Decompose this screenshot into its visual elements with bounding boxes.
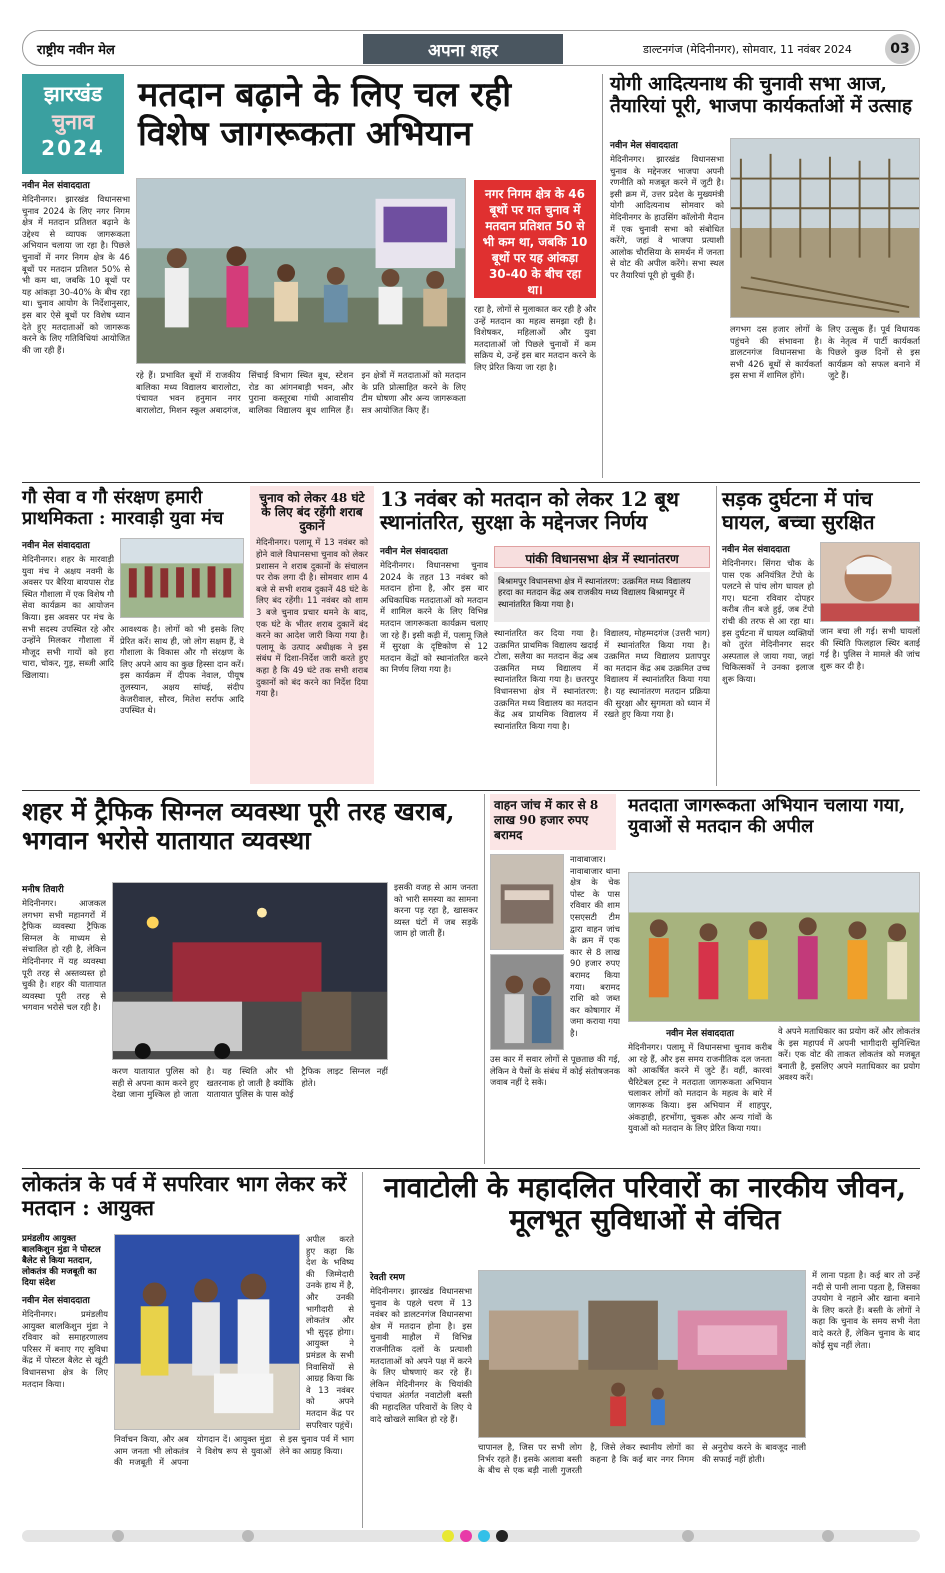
story7-body2: करण यातायात पुलिस को सही से अपना काम करने हुए देखा जाना मुश्किल हो जाता है। यह स्थिति और भी खतरनाक हो जाती है क्योंकि यातायात पुलिस के पास कोई ट्रैफिक लाइट सिग्नल नहीं होते। (112, 1066, 388, 1100)
dateline: डाल्टनगंज (मेदिनीनगर), सोमवार, 11 नवंबर 2024 (643, 43, 852, 56)
story8-headline-box (490, 794, 616, 850)
story6-byline: नवीन मेल संवाददाता (722, 545, 790, 555)
commissioner-voting-photo (115, 1235, 299, 1429)
story6-column1 (722, 542, 814, 784)
voters-meeting-photo (137, 179, 465, 363)
story8-body: नावाबाजार। नावाबाजार थाना क्षेत्र के चेक पोस्ट के पास रविवार की शाम एसएसटी टीम द्वारा वाहन जांच के क्रम में एक कार से 8 लाख 90 हजार रुपए बरामद किया गया। बरामद राशि को जब्त कर कोषागार में जमा कराया गया है। (570, 854, 620, 1038)
page-number: 03 (885, 34, 915, 64)
story9-body2: वे अपने मताधिकार का प्रयोग करें और लोकतंत्र के इस महापर्व में अपनी भागीदारी सुनिश्चित करें। एक वोट की ताकत लोकतंत्र को मजबूत बनाती है, इसलिए अपने मताधिकार का प्रयोग अवश्य करें। (778, 1026, 920, 1083)
story5-headline: 13 नवंबर को मतदान को लेकर 12 बूथ स्थानांतरित, सुरक्षा के मद्देनजर निर्णय (380, 487, 679, 534)
story7-byline: मनीष तिवारी (22, 885, 64, 895)
registration-dot-yellow (442, 1530, 454, 1542)
row-divider (22, 482, 920, 483)
story5-body3: विद्यालय, मोहम्मदगंज (उत्तरी भाग) में स्थानांतरित किया गया है। उत्क्रमित मध्य विद्यालय प्रतापपुर का मतदान केंद्र अब उत्क्रमित उच्च विद्यालय में स्थानांतरित किया गया है। यह स्थानांतरण मतदान प्रक्रिया की सुरक्षा और सुगमता को ध्यान में रखते हुए किया गया है। (604, 628, 710, 720)
story1-column1 (22, 178, 130, 478)
story2-byline: नवीन मेल संवाददाता (610, 141, 678, 151)
story7-photo (112, 882, 388, 1060)
story7-body: मेदिनीनगर। आजकल लगभग सभी महानगरों में ट्रैफिक व्यवस्था ट्रैफिक सिग्नल के माध्यम से संचालित हो रही है, लेकिन मेदिनीनगर में यह व्यवस्था पूरी तरह से अस्तव्यस्त हो चुकी है। शहर की यातायात व्यवस्था पूरी तरह से भगवान भरोसे चल रही है। (22, 898, 106, 1013)
story5-body2: स्थानांतरित कर दिया गया है। उत्क्रमित प्राथमिक विद्यालय खदाई टोला, सलैया का मतदान केंद्र अब उत्क्रमित मध्य विद्यालय में स्थानांतरित किया गया है। छतरपुर विधानसभा क्षेत्र में स्थानांतरण: उत्क्रमित मध्य विद्यालय का मतदान केंद्र अब प्राथमिक विद्यालय में स्थानांतरित किया गया है। (494, 628, 598, 731)
story2-headline: योगी आदित्यनाथ की चुनावी सभा आज, तैयारियां पूरी, भाजपा कार्यकर्ताओं में उत्साह (610, 73, 913, 117)
story11-body2: चापानल है, जिस पर सभी लोग निर्भर रहते हैं। इसके अलावा बस्ती के बीच से एक बड़ी नाली गुजरती है, जिसे लेकर स्थानीय लोगों का कहना है कि कई बार नगर निगम से अनुरोध करने के बावजूद नाली की सफाई नहीं होती। (478, 1442, 806, 1476)
story3-byline: नवीन मेल संवाददाता (22, 541, 90, 551)
story2-photo (730, 138, 920, 318)
row-divider (22, 1168, 920, 1169)
story9-headline: मतदाता जागरूकता अभियान चलाया गया, युवाओं से मतदान की अपील (628, 795, 906, 837)
story9-byline: नवीन मेल संवाददाता (666, 1029, 734, 1039)
story5-column1 (380, 544, 488, 784)
story11-body: मेदिनीनगर। झारखंड विधानसभा चुनाव के पहले चरण में 13 नवंबर को डालटनगंज विधानसभा क्षेत्र में मतदान होना है। इस चुनावी माहौल में विभिन्न राजनीतिक दलों के प्रत्याशी मतदाताओं को अपने पक्ष में करने के लिए घोषणाएं कर रहे हैं। लेकिन मेदिनीनगर के चियांकी पंचायत अंतर्गत नवाटोली बस्ती की महादलित परिवारों के लिए ये वादे खोखले साबित हो रहे हैं। (370, 1286, 472, 1424)
story10-subhead: प्रमंडलीय आयुक्त बालकिशुन मुंडा ने पोस्टल बैलेट से किया मतदान, लोकतंत्र की मजबूती का दिया संदेश (22, 1234, 101, 1288)
voter-awareness-women-photo (629, 873, 919, 1021)
column-divider (716, 486, 717, 786)
story7-body3: इसकी वजह से आम जनता को भारी समस्या का सामना करना पड़ रहा है, खासकर व्यस्त घंटों में जब सड़कें जाम हो जाती हैं। (394, 882, 478, 939)
story11-byline: रेवती रमण (370, 1273, 405, 1283)
story11-column1 (370, 1270, 472, 1526)
section-title: अपना शहर (363, 34, 563, 64)
column-divider (484, 794, 485, 1164)
story5-shaded-box: बिश्रामपुर विधानसभा क्षेत्र में स्थानांतरण: उत्क्रमित मध्य विद्यालय हरदा का मतदान केंद्र अब राजकीय मध्य विद्यालय बिश्रामपुर में स्थानांतरित किया गया है। (494, 572, 710, 622)
story10-body: मेदिनीनगर। प्रमंडलीय आयुक्त बालकिशुन मुंडा ने रविवार को समाहरणालय परिसर में बनाए गए सुविधा केंद्र में पोस्टल बैलेट से खूंटी विधानसभा क्षेत्र के लिए मतदान किया। (22, 1309, 108, 1389)
story9-column1 (628, 1026, 772, 1162)
registration-dot (242, 1530, 254, 1542)
story10-photo (114, 1234, 300, 1430)
story1-highlight-box: नगर निगम क्षेत्र के 46 बूथों पर गत चुनाव में मतदान प्रतिशत 50 से भी कम था, जबकि 10 बूथों पर यह आंकड़ा 30-40 के बीच रहा था। (474, 180, 596, 298)
registration-dot-black (496, 1530, 508, 1542)
story10-column1 (22, 1234, 108, 1526)
story8-headline: वाहन जांच में कार से 8 लाख 90 हजार रुपए बरामद (494, 798, 599, 842)
story5-subhead: पांकी विधानसभा क्षेत्र में स्थानांतरण (494, 546, 710, 568)
story3-body: मेदिनीनगर। शहर के मारवाड़ी युवा मंच ने अक्षय नवमी के अवसर पर बैरिया बायपास रोड स्थित गौशाला में एक विशेष गौ सेवा कार्यक्रम का आयोजन किया। इस अवसर पर मंच के सभी सदस्य उपस्थित रहे और उन्होंने मिलकर गौशाला में मौजूद सभी गायों को हरा चारा, चोकर, गुड़, सब्जी आदि खिलाया। (22, 554, 114, 680)
story8-body2: उस कार में सवार लोगों से पूछताछ की गई, लेकिन वे पैसों के संबंध में कोई संतोषजनक जवाब नहीं दे सके। (490, 1054, 620, 1088)
story6-body2: जान बचा ली गई। सभी घायलों की स्थिति फिलहाल स्थिर बताई गई है। पुलिस ने मामले की जांच शुरू कर दी है। (820, 626, 920, 671)
story3-body2: आवश्यक है। लोगों को भी इसके लिए प्रेरित करें। साथ ही, जो लोग सक्षम हैं, वे गौशाला के विकास और गौ संरक्षण के लिए अपने आय का कुछ हिस्सा दान करें। इस कार्यक्रम में दीपक नेवाल, पीयूष तुलस्यान, अक्षय सांघई, संदीप केजरीवाल, सौरव, मितेश सर्राफ आदि उपस्थित थे। (120, 624, 244, 716)
officials-with-cash-photo (491, 955, 563, 1049)
badge-line1: झारखंड (43, 82, 103, 106)
story10-body2: अपील करते हुए कहा कि देश के भविष्य की जिम्मेदारी उनके हाथ में है, और उनकी भागीदारी से लोकतंत्र और भी सुदृढ़ होगा। आयुक्त ने प्रमंडल के सभी निवासियों से आग्रह किया कि वे 13 नवंबर को अपने मतदान केंद्र पर सपरिवार पहुंचें। (306, 1234, 354, 1430)
traffic-street-photo (113, 883, 387, 1059)
rally-ground-bamboo-photo (731, 139, 919, 317)
badge-year: 2024 (41, 136, 105, 160)
registration-dot (682, 1530, 694, 1542)
story1-byline: नवीन मेल संवाददाता (22, 181, 90, 191)
seized-cash-photo (491, 855, 563, 949)
injured-child-photo (821, 543, 919, 621)
story1-body: मेदिनीनगर। झारखंड विधानसभा चुनाव 2024 के लिए नगर निगम क्षेत्र में मतदान प्रतिशत बढ़ाने के उद्देश्य से व्यापक जागरूकता अभियान चलाया जा रहा है। पिछले चुनावों में नगर निगम क्षेत्र के 46 बूथों पर मतदान प्रतिशत 50% से भी कम था, जबकि 10 बूथों पर यह आंकड़ा 30-40% के बीच रहा था। चुनाव आयोग के निर्देशानुसार, इस बार ऐसे बूथों पर विशेष ध्यान देते हुए मतदाताओं को जागरूक करने के लिए गतिविधियां आयोजित की जा रही हैं। (22, 194, 130, 355)
story11-photo (478, 1270, 806, 1438)
story2-body: मेदिनीनगर। झारखंड विधानसभा चुनाव के मद्देनजर भाजपा अपनी रणनीति को मजबूत करने में जुटी है। इसी क्रम में, उत्तर प्रदेश के मुख्यमंत्री योगी आदित्यनाथ सोमवार को मेदिनीनगर के हाउसिंग कॉलोनी मैदान में एक चुनावी सभा को संबोधित करेंगे, जहां वे भाजपा प्रत्याशी आलोक चौरसिया के समर्थन में जनता से वोट की अपील करेंगे। सभा स्थल पर तैयारियां पूरी हो चुकी हैं। (610, 154, 724, 280)
story1-body2: रहा है, लोगों से मुलाकात कर रही है और उन्हें मतदान का महत्व समझा रही है। विशेषकर, महिलाओं और युवा मतदाताओं जो पिछले चुनावों में कम सक्रिय थे, उन्हें इस बार मतदान करने के लिए प्रेरित किया जा रहा है। (474, 304, 596, 372)
story10-body3: निर्वाचन किया, और अब आम जनता भी लोकतंत्र की मजबूती में अपना योगदान दें। आयुक्त मुंडा ने विशेष रूप से युवाओं से इस चुनाव पर्व में भाग लेने का आग्रह किया। (114, 1434, 354, 1468)
masthead (22, 30, 920, 66)
column-divider (362, 1172, 363, 1528)
registration-dot-magenta (460, 1530, 472, 1542)
registration-dot (822, 1530, 834, 1542)
newspaper-brand: राष्ट्रीय नवीन मेल (37, 43, 115, 58)
mahadalit-settlement-photo (479, 1271, 805, 1437)
registration-dot (112, 1530, 124, 1542)
story4-headline: चुनाव को लेकर 48 घंटे के लिए बंद रहेंगी शराब दुकानें (259, 491, 365, 533)
story3-headline: गौ सेवा व गौ संरक्षण हमारी प्राथमिकता : मारवाड़ी युवा मंच (22, 487, 224, 529)
story2-body2: लगभग दस हजार लोगों के पहुंचने की संभावना है। डालटनगंज विधानसभा के सभी 426 बूथों से कार्यकर्ता इस सभा में शामिल होंगे। (730, 324, 822, 381)
badge-line2: चुनाव (51, 110, 95, 134)
story5-body: मेदिनीनगर। विधानसभा चुनाव 2024 के तहत 13 नवंबर को मतदान होना है, और इस बार अधिकाधिक मतदाताओं को मतदान में शामिल करने के लिए विभिन्न मतदान जागरूकता कार्यक्रम चलाए जा रहे हैं। इसी कड़ी में, पलामू जिले में सुरक्षा के दृष्टिकोण से 12 मतदान केंद्रों को स्थानांतरित करने का निर्णय लिया गया है। (380, 560, 488, 675)
story9-body: मेदिनीनगर। पलामू में विधानसभा चुनाव करीब आ रहे हैं, और इस समय राजनीतिक दल जनता को आकर्षित करने में जुटे हैं। वहीं, कारवां चैरिटेबल ट्रस्ट ने मतदाता जागरूकता अभियान चलाकर लोगों को मतदान के महत्व के बारे में जागरूक किया। इस अभियान में शाहपुर, अंकड़ाही, हरभोंगा, चुकरू और अन्य गांवों के युवाओं को मतदान के लिए प्रेरित किया गया। (628, 1042, 772, 1134)
registration-dot-cyan (478, 1530, 490, 1542)
story8-photo-top (490, 854, 564, 950)
story10-headline: लोकतंत्र के पर्व में सपरिवार भाग लेकर करें मतदान : आयुक्त (22, 1171, 347, 1221)
story3-column1 (22, 538, 114, 784)
story7-headline: शहर में ट्रैफिक सिग्नल व्यवस्था पूरी तरह खराब, भगवान भरोसे यातायात व्यवस्था (22, 797, 455, 855)
story1-headline: मतदान बढ़ाने के लिए चल रही विशेष जागरूकता अभियान (138, 75, 512, 155)
election-badge (22, 74, 124, 174)
story2-column1 (610, 138, 724, 478)
story6-body: मेदिनीनगर। सिंगरा चौक के पास एक अनियंत्रित टेंपो के पलटने से पांच लोग घायल हो गए। घटना रविवार दोपहर करीब तीन बजे हुई, जब टेंपो रांची की तरफ से आ रहा था। इस दुर्घटना में घायल व्यक्तियों को तुरंत मेदिनीनगर सदर अस्पताल ले जाया गया, जहां चिकित्सकों ने उनका इलाज शुरू किया। (722, 558, 814, 684)
story1-body3: रहे हैं। प्रभावित बूथों में राजकीय बालिका मध्य विद्यालय बारालोटा, पंचायत भवन हनुमान नगर बारालोटा, मिशन स्कूल अबादगंज, सिंचाई विभाग स्थित बूथ, स्टेशन रोड का आंगनबाड़ी भवन, और पुराना कस्तूरबा गांधी आवासीय बालिका विद्यालय बूथ शामिल हैं। इन क्षेत्रों में मतदाताओं को मतदान के प्रति प्रोत्साहित करने के लिए टीम घोषणा और अन्य जागरूकता सत्र आयोजित किए हैं। (136, 370, 466, 415)
story11-body3: में लाना पड़ता है। कई बार तो उन्हें नदी से पानी लाना पड़ता है, जिसका उपयोग वे नहाने और खाना बनाने के लिए करते हैं। बस्ती के लोगों ने कहा कि चुनाव के समय सभी नेता वादे करते हैं, लेकिन चुनाव के बाद कोई सुध नहीं लेता। (812, 1270, 920, 1350)
story4-body: मेदिनीनगर। पलामू में 13 नवंबर को होने वाले विधानसभा चुनाव को लेकर प्रशासन ने शराब दुकानों के संचालन पर रोक लगा दी है। सोमवार शाम 4 बजे से सभी शराब दुकानें 48 घंटे के लिए बंद रहेंगी। 11 नवंबर को शाम 3 बजे चुनाव प्रचार थमने के बाद, एक घंटे के भीतर शराब दुकानें बंद करने का आदेश जारी किया गया है। पलामू के उत्पाद अधीक्षक ने इस संबंध में दिशा-निर्देश जारी करते हुए कहा है कि 49 घंटे तक सभी शराब दुकानों को बंद करने का निर्देश दिया गया है। (256, 537, 368, 699)
story11-headline: नावाटोली के महादलित परिवारों का नारकीय जीवन, मूलभूत सुविधाओं से वंचित (383, 1171, 907, 1237)
story1-photo (136, 178, 466, 364)
story7-column1 (22, 882, 106, 1162)
story6-photo (820, 542, 920, 622)
story8-photo-bottom (490, 954, 564, 1050)
story10-byline: नवीन मेल संवाददाता (22, 1296, 90, 1306)
story3-photo (120, 538, 244, 618)
cow-shelter-group-photo (121, 539, 243, 617)
story9-photo (628, 872, 920, 1022)
story2-body3: लिए उत्सुक हैं। पूर्व विधायक के नेतृत्व में पार्टी कार्यकर्ता पिछले कुछ दिनों से इस कार्यक्रम को सफल बनाने में जुटे हैं। (828, 324, 920, 381)
row-divider (22, 790, 920, 791)
story6-headline: सड़क दुर्घटना में पांच घायल, बच्चा सुरक्षित (722, 487, 875, 534)
story4-box (250, 486, 374, 784)
column-divider (602, 74, 603, 478)
story5-byline: नवीन मेल संवाददाता (380, 547, 448, 557)
